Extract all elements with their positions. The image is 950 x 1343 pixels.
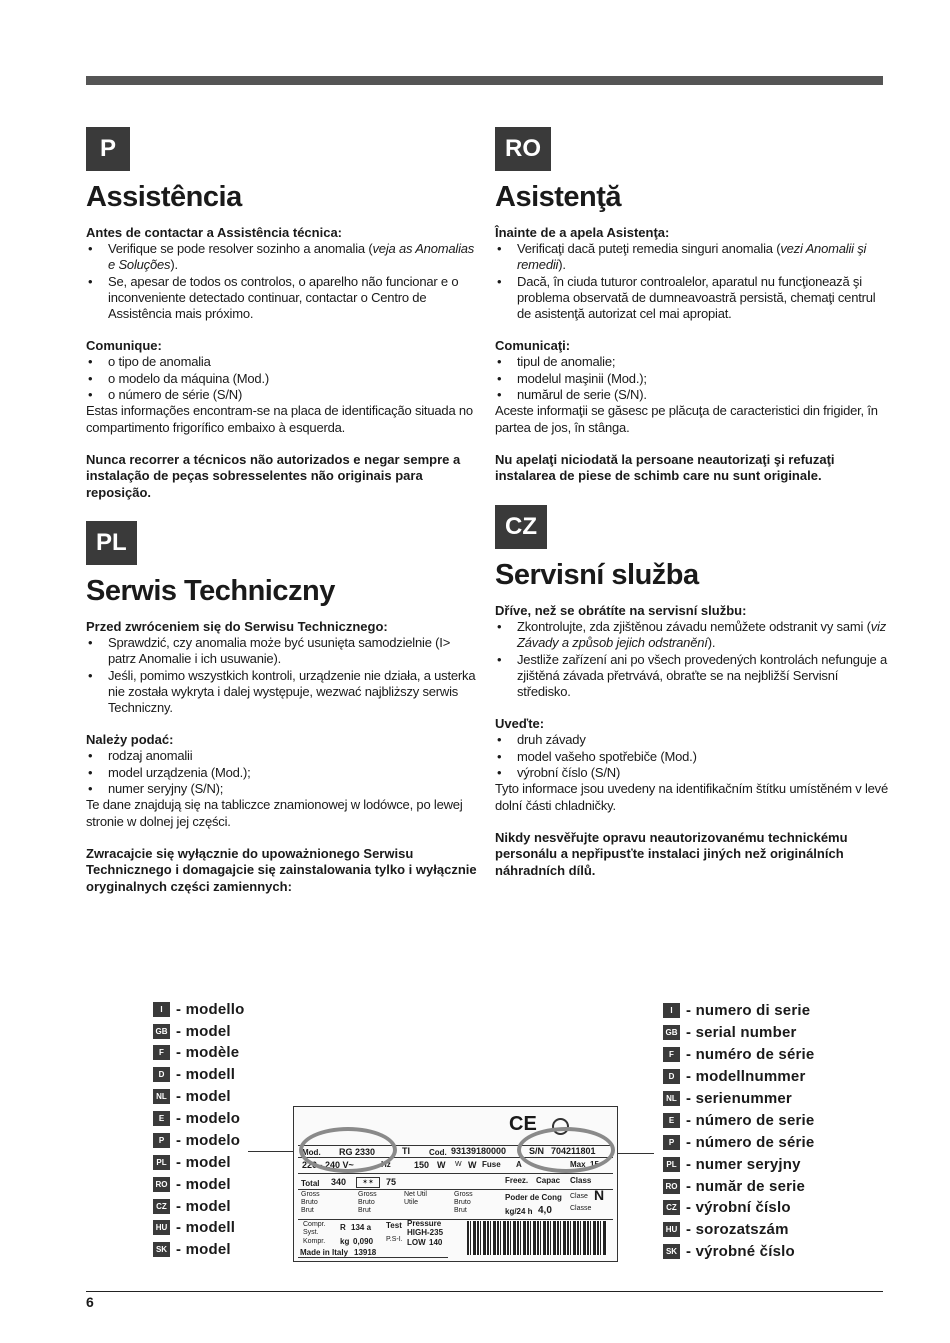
section-title: Serwis Techniczny bbox=[86, 575, 335, 607]
model-label-row: NL - model bbox=[153, 1085, 231, 1107]
section-p bbox=[86, 127, 481, 501]
top-rule bbox=[86, 76, 883, 85]
list-item: • model urządzenia (Mod.); bbox=[88, 764, 251, 780]
intro-heading: Dříve, než se obrátíte na servisní službu: bbox=[495, 603, 747, 618]
serial-label-row: P - número de série bbox=[663, 1131, 814, 1153]
list-item: • tipul de anomalie; bbox=[497, 354, 616, 370]
list-item: • o número de série (S/N) bbox=[88, 387, 243, 403]
model-label-row: F - modèle bbox=[153, 1041, 239, 1063]
communicate-list bbox=[495, 354, 890, 403]
list-item: • numărul de serie (S/N). bbox=[497, 387, 647, 403]
serial-connector-line bbox=[612, 1153, 654, 1154]
section-title: Assistência bbox=[86, 181, 242, 213]
code-value: 93139180000 bbox=[451, 1146, 507, 1156]
info-text: Estas informações encontram-se na placa de identificação situada no compartimento frigorífico embaixo à esquerda. bbox=[86, 403, 473, 435]
model-label-row: GB - model bbox=[153, 1020, 231, 1042]
list-item: • Jestliže zařízení ani po všech provedených kontrolách nefunguje a zjištěná závada přetrvává, obraťte se na nejbližší Servisní středisko. bbox=[497, 651, 888, 700]
model-label-row: P - modelo bbox=[153, 1129, 240, 1151]
barcode bbox=[467, 1221, 607, 1255]
serial-label-row: D - modellnummer bbox=[663, 1065, 805, 1087]
language-badge-p: P bbox=[86, 127, 130, 171]
info-text: Tyto informace jsou uvedeny na identifikačním štítku umístěném v levé dolní části chladničky. bbox=[495, 781, 889, 813]
section-cz bbox=[495, 505, 890, 879]
star-rating-icon: ✶✶ bbox=[356, 1177, 380, 1188]
communicate-heading: Comunique: bbox=[86, 338, 162, 354]
communicate-heading: Uveďte: bbox=[495, 716, 545, 732]
list-item: • Se, apesar de todos os controlos, o aparelho não funcionar e o inconveniente detectado continuar, contactar o Centro de Assistência mais próximo. bbox=[88, 273, 459, 322]
list-item: • o modelo da máquina (Mod.) bbox=[88, 370, 270, 386]
serial-label-row: RO - număr de serie bbox=[663, 1175, 805, 1197]
list-item: • Jeśli, pomimo wszystkich kontroli, urządzenie nie działa, a usterka nie została wykryta i dalej występuje, wezwać najbliższy serwis Techniczny. bbox=[88, 667, 476, 716]
serial-label-row: E - número de serie bbox=[663, 1109, 814, 1131]
list-item: • o tipo de anomalia bbox=[88, 354, 211, 370]
model-label-row: E - modelo bbox=[153, 1107, 240, 1129]
language-badge-ro: RO bbox=[495, 127, 551, 171]
list-item: • model vašeho spotřebiče (Mod.) bbox=[497, 748, 697, 764]
list-item: • Verifique se pode resolver sozinho a anomalia (veja as Anomalias e Soluções). bbox=[88, 241, 475, 273]
check-list bbox=[86, 241, 481, 322]
language-badge-pl: PL bbox=[86, 521, 137, 565]
list-item: • Dacă, în ciuda tuturor controalelor, aparatul nu funcţionează şi problema observată de dumneavoastră persistă, chemaţi centrul de asistenţă autorizat cel mai apropiat. bbox=[497, 273, 876, 322]
section-title: Asistenţă bbox=[495, 181, 622, 213]
list-item: • Verificaţi dacă puteţi remedia singuri anomalia (vezi Anomalii şi remedii). bbox=[497, 241, 867, 273]
serial-label-row: CZ - výrobní číslo bbox=[663, 1196, 791, 1218]
intro-heading: Antes de contactar a Assistência técnica: bbox=[86, 225, 343, 240]
list-item: • rodzaj anomalii bbox=[88, 748, 193, 764]
model-label-row: D - modell bbox=[153, 1063, 235, 1085]
ce-mark: CE bbox=[509, 1113, 537, 1135]
serial-label-row: HU - sorozatszám bbox=[663, 1218, 789, 1240]
model-label-row: CZ - model bbox=[153, 1195, 231, 1217]
list-item: • numer seryjny (S/N); bbox=[88, 781, 224, 797]
serial-label-row: I - numero di serie bbox=[663, 999, 810, 1021]
communicate-list bbox=[495, 732, 890, 781]
check-list bbox=[495, 241, 890, 322]
model-label-row: RO - model bbox=[153, 1173, 231, 1195]
rating-plate: CE Mod. RG 2330 TI Cod. 93139180000 S/N 704211801 220 - 240 V~ Hz 150 W W W Fuse A Max 15 Total 340 ✶✶ 75 Freez. Capac Class Gross Bruto Brut Gross Bruto Brut Net Util Utile Gross Bruto Brut Poder de Cong Clase Classe N kg/24 h 4,0 Compr. Syst. R 134 a Test Pressure HIGH-235 Kompr. kg 0,090 P.S-I. LOW 140 Made in Italy 13918 bbox=[293, 1106, 618, 1262]
check-list bbox=[495, 619, 890, 700]
list-item: • Zkontrolujte, zda zjištěnou závadu nemůžete odstranit vy sami (viz Závady a způsob jejich odstranění). bbox=[497, 619, 887, 651]
list-item: • druh závady bbox=[497, 732, 586, 748]
serial-highlight-oval bbox=[517, 1127, 615, 1173]
warning-text: Nu apelaţi niciodată la persoane neautorizaţi şi refuzaţi instalarea de piese de schimb care nu sunt originale. bbox=[495, 451, 835, 484]
model-label-row: HU - modell bbox=[153, 1216, 235, 1238]
communicate-list bbox=[86, 748, 481, 797]
serial-label-row: GB - serial number bbox=[663, 1021, 797, 1043]
model-connector-line bbox=[248, 1151, 298, 1152]
warning-text: Nunca recorrer a técnicos não autorizados e negar sempre a instalação de peças sobresselentes não originais para reposição. bbox=[86, 451, 461, 500]
section-ro bbox=[495, 127, 890, 485]
info-text: Te dane znajdują się na tabliczce znamionowej w lodówce, po lewej stronie w dolnej jej części. bbox=[86, 797, 463, 829]
serial-label-row: PL - numer seryjny bbox=[663, 1153, 801, 1175]
model-label-row: I - modello bbox=[153, 998, 244, 1020]
intro-heading: Înainte de a apela Asistenţa: bbox=[495, 225, 670, 240]
serial-label-row: SK - výrobné číslo bbox=[663, 1240, 795, 1262]
serial-label-row: NL - serienummer bbox=[663, 1087, 792, 1109]
section-pl bbox=[86, 521, 481, 895]
info-text: Aceste informaţii se găsesc pe plăcuţa de caracteristici din frigider, în partea de jos, în stânga. bbox=[495, 403, 878, 435]
bottom-rule bbox=[86, 1291, 883, 1292]
model-highlight-oval bbox=[299, 1127, 397, 1173]
section-title: Servisní služba bbox=[495, 559, 699, 591]
model-label-row: PL - model bbox=[153, 1151, 231, 1173]
intro-heading: Przed zwróceniem się do Serwisu Technicznego: bbox=[86, 619, 388, 634]
serial-label-row: F - numéro de série bbox=[663, 1043, 814, 1065]
communicate-heading: Comunicaţi: bbox=[495, 338, 571, 354]
model-label-row: SK - model bbox=[153, 1238, 231, 1260]
communicate-heading: Należy podać: bbox=[86, 732, 174, 748]
model-value: RG 2330 bbox=[339, 1147, 376, 1157]
page-number: 6 bbox=[86, 1294, 94, 1310]
check-list bbox=[86, 635, 481, 716]
warning-text: Zwracajcie się wyłącznie do upoważnionego Serwisu Technicznego i domagajcie się zainstalowania tylko i wyłącznie oryginalnych części zamiennych: bbox=[86, 845, 477, 894]
list-item: • výrobní číslo (S/N) bbox=[497, 765, 621, 781]
list-item: • modelul maşinii (Mod.); bbox=[497, 370, 647, 386]
serial-value: 704211801 bbox=[551, 1146, 596, 1156]
list-item: • Sprawdzić, czy anomalia może być usunięta samodzielnie (I> patrz Anomalie i ich usuwanie). bbox=[88, 635, 451, 667]
communicate-list bbox=[86, 354, 481, 403]
language-badge-cz: CZ bbox=[495, 505, 547, 549]
warning-text: Nikdy nesvěřujte opravu neautorizovanému technickému personálu a nepřipusťte instalaci jiných než originálních náhradních dílů. bbox=[495, 829, 848, 878]
